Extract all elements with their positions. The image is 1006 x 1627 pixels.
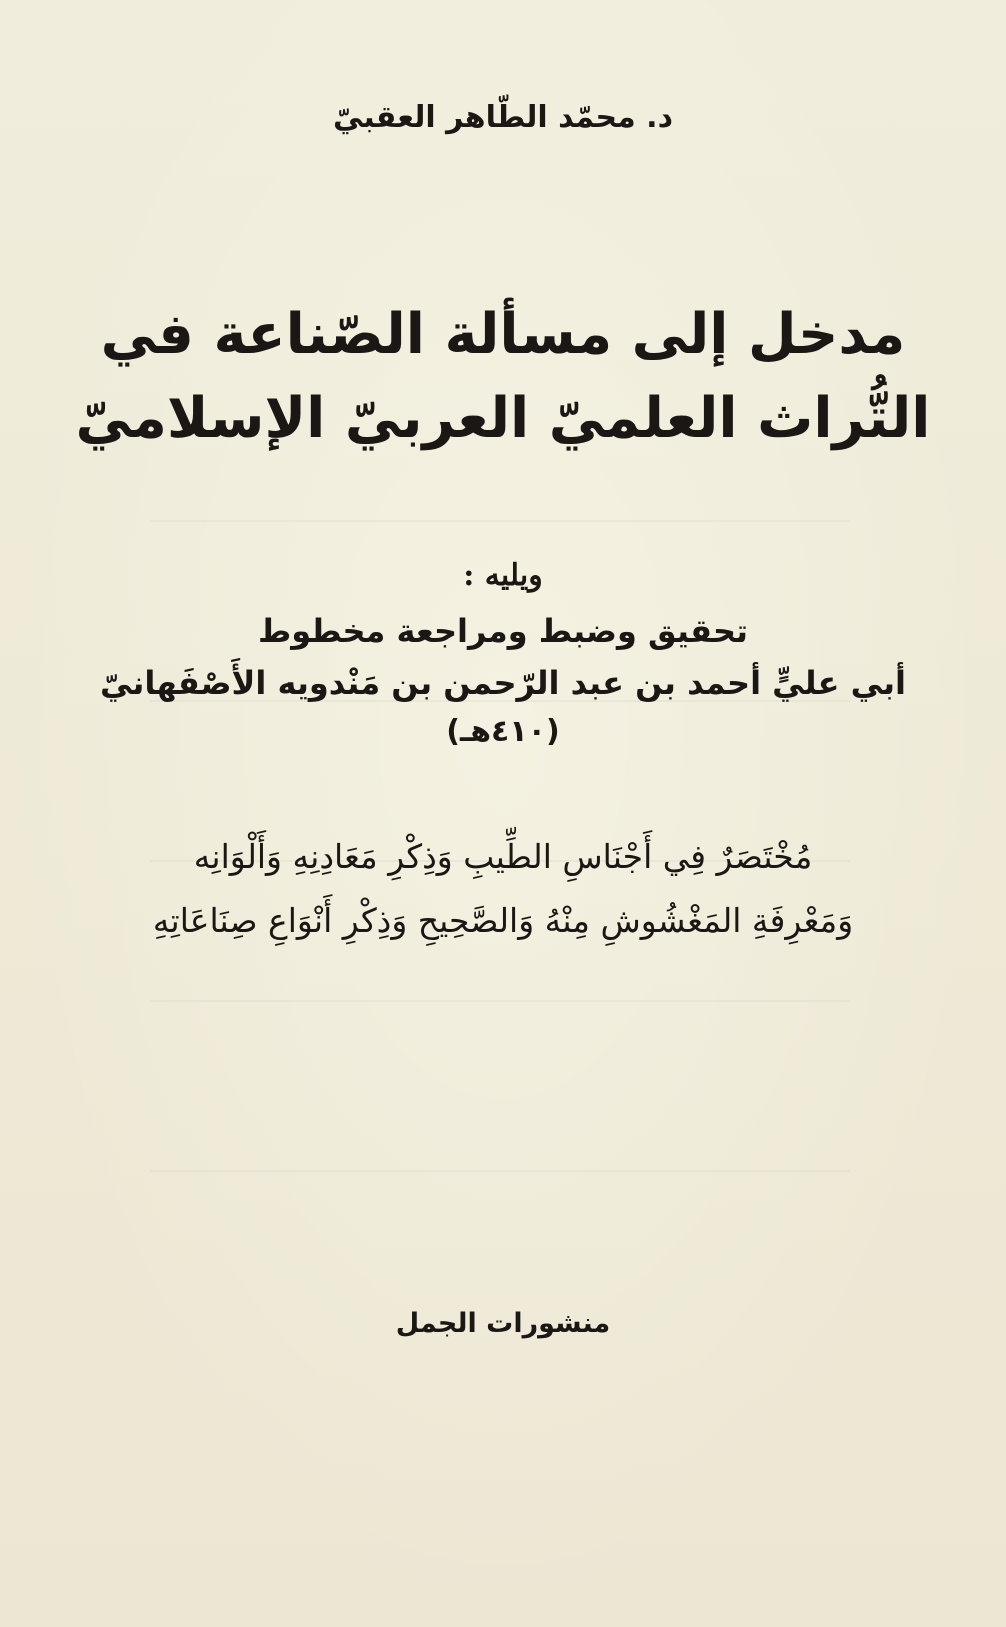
- subtitle-line-1: تحقيق وضبط ومراجعة مخطوط: [257, 612, 749, 650]
- publisher-name: منشورات الجمل: [395, 1308, 611, 1339]
- show-through-mark: [150, 520, 850, 522]
- author-name: د. محمّد الطّاهر العقبيّ: [333, 100, 673, 135]
- followed-by-label: ويليه :: [463, 558, 543, 593]
- show-through-mark: [150, 1000, 850, 1002]
- show-through-mark: [150, 1170, 850, 1172]
- book-title-line-1: مدخل إلى مسألة الصّناعة في: [100, 302, 906, 367]
- subtitle-date: (٤١٠هـ): [446, 714, 560, 749]
- manuscript-title-line-2: وَمَعْرِفَةِ المَغْشُوشِ مِنْهُ وَالصَّحِيحِ وَذِكْرِ أَنْوَاعِ صِنَاعَاتِهِ: [152, 901, 854, 940]
- subtitle-line-2: أبي عليٍّ أحمد بن عبد الرّحمن بن مَنْدويه الأَصْفَهانيّ: [100, 664, 906, 702]
- book-title-line-2: التُّراث العلميّ العربيّ الإسلاميّ: [75, 386, 931, 451]
- manuscript-title-line-1: مُخْتَصَرٌ فِي أَجْنَاسِ الطِّيبِ وَذِكْرِ مَعَادِنِهِ وَأَلْوَانِه: [193, 837, 813, 876]
